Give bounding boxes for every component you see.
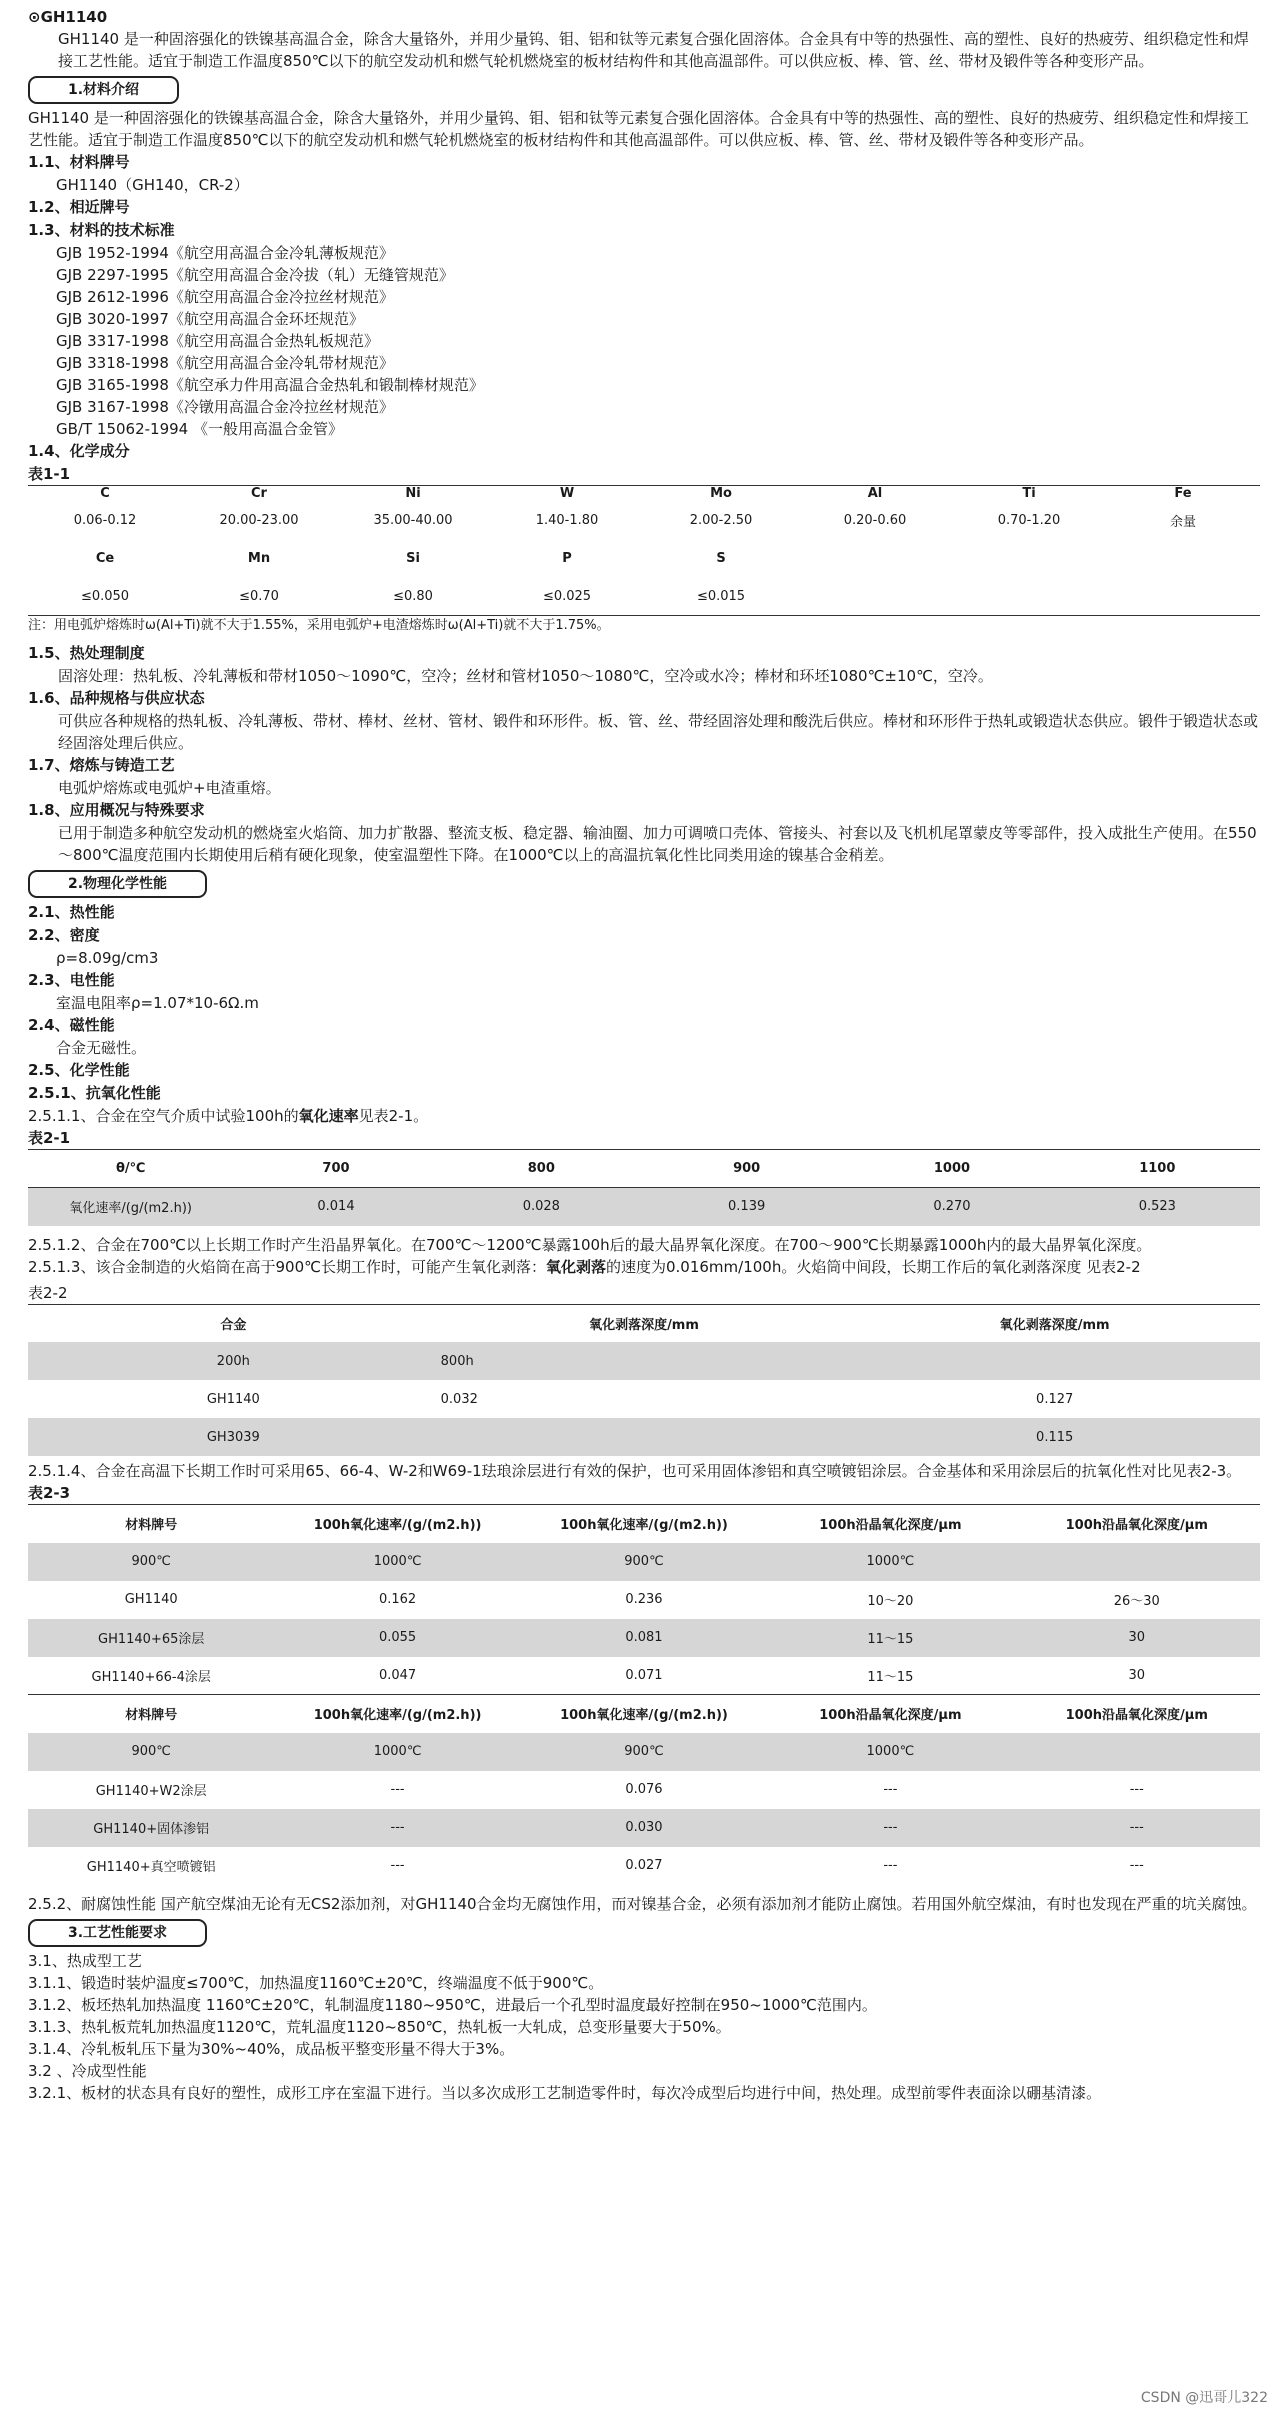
table-header-cell: Fe <box>1174 486 1192 501</box>
process-line: 3.1.2、板坯热轧加热温度 1160℃±20℃，轧制温度1180~950℃，进最后一个孔型时温度最好控制在950~1000℃范围内。 <box>28 1995 877 2014</box>
heading-1-3: 1.3、材料的技术标准 <box>28 221 175 239</box>
paragraph-2-5-1-3 <box>28 1256 1260 1278</box>
standard-item: GB/T 15062-1994 《一般用高温合金管》 <box>56 420 343 438</box>
process-line: 3.1、热成型工艺 <box>28 1951 142 1970</box>
table-header-cell: 氧化剥落深度/mm <box>999 1317 1110 1333</box>
heading-1-1: 1.1、材料牌号 <box>28 153 130 171</box>
table-cell: 0.20-0.60 <box>843 512 907 528</box>
intro-paragraph: GH1140 是一种固溶强化的铁镍基高温合金，除含大量铬外，并用少量钨、钼、铝和钛等元素复合强化固溶体。合金具有中等的热强性、高的塑性、良好的热疲劳、组织稳定性和焊接工艺性能。适宜于制造工作温度850℃以下的航空发动机和燃气轮机燃烧室的板材结构件和其他高温部件。可以供应板、棒、管、丝、带材及锻件等各种变形产品。 <box>58 30 1249 70</box>
table-cell <box>1014 1733 1260 1771</box>
bold-term: 氧化速率 <box>298 1107 359 1125</box>
table-cell: GH1140+65涂层 <box>28 1619 274 1657</box>
table-cell: ≤0.015 <box>696 588 746 604</box>
table-cell: 0.047 <box>378 1667 417 1683</box>
melting-text: 电弧炉熔炼或电弧炉+电渣重熔。 <box>58 779 281 797</box>
table-header-cell: 100h氧化速率/(g/(m2.h)) <box>560 1708 728 1724</box>
table-header-cell: 100h沿晶氧化深度/μm <box>1065 1518 1208 1534</box>
section-1-title: 1.材料介绍 <box>28 76 179 104</box>
text-span: 2.5.1.3、该合金制造的火焰筒在高于900℃长期工作时，可能产生氧化剥落： <box>28 1257 546 1276</box>
table-cell: ≤0.80 <box>393 588 433 604</box>
table-header-cell: Mo <box>710 486 732 501</box>
table-cell: 2.00-2.50 <box>689 512 753 528</box>
table-cell: 0.70-1.20 <box>997 512 1061 528</box>
table-cell: 1000℃ <box>274 1733 520 1771</box>
table-cell <box>1014 1543 1260 1581</box>
table-header-cell: Ce <box>95 550 115 566</box>
table-cell: --- <box>1014 1809 1260 1847</box>
table-row <box>28 486 1260 502</box>
table-cell: 30 <box>1128 1667 1146 1683</box>
heading-1-5: 1.5、热处理制度 <box>28 644 145 662</box>
heading-2-4: 2.4、磁性能 <box>28 1016 115 1034</box>
heading-1-4: 1.4、化学成分 <box>28 442 130 460</box>
table-cell: GH1140+66-4涂层 <box>91 1669 211 1685</box>
text-span: 的速度为0.016mm/100h。火焰筒中间段，长期工作后的氧化剥落深度 见表2-2 <box>605 1257 1141 1276</box>
chemical-composition-table <box>28 485 1260 616</box>
table-cell: 900℃ <box>521 1543 767 1581</box>
table-cell: 26～30 <box>1113 1594 1160 1609</box>
table-cell: 35.00-40.00 <box>373 512 453 528</box>
table-row <box>28 1304 1260 1342</box>
heading-2-3: 2.3、电性能 <box>28 971 115 989</box>
section-3-box <box>28 1915 1260 1950</box>
table-cell: 0.076 <box>625 1782 663 1797</box>
paragraph-3-2-1: 3.2.1、板材的状态具有良好的塑性，成形工序在室温下进行。当以多次成形工艺制造零件时，每次冷成型后均进行中间，热处理。成型前零件表面涂以硼基清漆。 <box>28 2083 1102 2102</box>
oxidation-rate-table <box>28 1149 1260 1226</box>
heat-treatment-text: 固溶处理：热轧板、冷轧薄板和带材1050～1090℃，空冷；丝材和管材1050～1080℃，空冷或水冷；棒材和环坯1080℃±10℃，空冷。 <box>58 667 993 685</box>
table-header-cell: θ/℃ <box>115 1161 146 1176</box>
table-header-cell: 100h氧化速率/(g/(m2.h)) <box>313 1708 482 1724</box>
table-row <box>28 577 1260 616</box>
table-cell: 0.236 <box>625 1592 663 1607</box>
table-row <box>28 1418 1260 1456</box>
section-2-box <box>28 866 1260 901</box>
table-header-cell: 100h氧化速率/(g/(m2.h)) <box>560 1518 728 1534</box>
table-cell: 氧化速率/(g/(m2.h)) <box>28 1188 233 1226</box>
table-header-cell: 100h沿晶氧化深度/μm <box>819 1708 962 1724</box>
table-header-cell: 700 <box>322 1161 350 1176</box>
table-row <box>28 1657 1260 1695</box>
table-row <box>28 1505 1260 1543</box>
table-header-cell: Si <box>406 550 420 566</box>
table-cell: 0.055 <box>274 1619 520 1657</box>
table-cell: GH1140+真空喷镀铝 <box>86 1860 216 1875</box>
table-cell: ≤0.050 <box>80 588 130 604</box>
table-2-1-label: 表2-1 <box>28 1129 71 1147</box>
standard-item: GJB 3165-1998《航空承力件用高温合金热轧和锻制棒材规范》 <box>56 376 484 394</box>
paragraph-2-5-1-4: 2.5.1.4、合金在高温下长期工作时可采用65、66-4、W-2和W69-1珐琅涂层进行有效的保护，也可采用固体渗铝和真空喷镀铝涂层。合金基体和采用涂层后的抗氧化性对比见表2-3。 <box>28 1462 1242 1480</box>
table-cell: 0.270 <box>849 1188 1054 1226</box>
table-header-cell: Mn <box>247 550 271 566</box>
heading-1-6: 1.6、品种规格与供应状态 <box>28 689 205 707</box>
table-header-cell: 1100 <box>1139 1161 1176 1176</box>
standard-item: GJB 3317-1998《航空用高温合金热轧板规范》 <box>56 332 379 350</box>
table-cell: 1.40-1.80 <box>535 512 599 528</box>
table-cell: 800h <box>439 1342 850 1380</box>
table-cell: --- <box>390 1858 405 1873</box>
table-cell: GH1140 <box>124 1592 178 1607</box>
table-2-3-label: 表2-3 <box>28 1484 71 1502</box>
table-cell: 1000℃ <box>767 1543 1013 1581</box>
csdn-watermark: CSDN @迅哥儿322 <box>1140 2390 1268 2406</box>
table-cell: ≤0.70 <box>239 588 279 604</box>
table-cell: 1000℃ <box>274 1543 520 1581</box>
heading-1-2: 1.2、相近牌号 <box>28 198 130 216</box>
paragraph-2-5-1-1 <box>28 1105 1260 1127</box>
table-row <box>28 539 1260 577</box>
table-cell: 11～15 <box>767 1619 1013 1657</box>
paragraph-2-5-1-2: 2.5.1.2、合金在700℃以上长期工作时产生沿晶界氧化。在700℃～1200℃暴露100h后的最大晶界氧化深度。在700～900℃长期暴露1000h内的最大晶界氧化深度。 <box>28 1235 1152 1254</box>
table-row <box>28 1771 1260 1809</box>
table-cell: 20.00-23.00 <box>219 512 299 528</box>
section-1-paragraph: GH1140 是一种固溶强化的铁镍基高温合金，除含大量铬外，并用少量钨、钼、铝和钛等元素复合强化固溶体。合金具有中等的热强性、高的塑性、良好的热疲劳、组织稳定性和焊接工艺性能。适宜于制造工作温度850℃以下的航空发动机和燃气轮机燃烧室的板材结构件和其他高温部件。可以供应板、棒、管、丝、带材及锻件等各种变形产品。 <box>28 109 1249 149</box>
table-row <box>28 1150 1260 1188</box>
table-row <box>28 1733 1260 1771</box>
table-cell: 0.115 <box>849 1418 1260 1456</box>
standard-item: GJB 2612-1996《航空用高温合金冷拉丝材规范》 <box>56 288 394 306</box>
table-row <box>28 1543 1260 1581</box>
table-cell: GH1140+固体渗铝 <box>28 1809 274 1847</box>
process-line: 3.2 、冷成型性能 <box>28 2061 147 2080</box>
table-cell: ≤0.025 <box>542 588 592 604</box>
table-header-cell: P <box>562 550 572 566</box>
table-cell: 11～15 <box>867 1669 914 1685</box>
table-header-cell: 900 <box>733 1161 761 1176</box>
table-cell: 200h <box>28 1342 439 1380</box>
standard-item: GJB 3318-1998《航空用高温合金冷轧带材规范》 <box>56 354 394 372</box>
table-cell: --- <box>1129 1858 1144 1873</box>
table-cell: --- <box>883 1782 898 1797</box>
table-row <box>28 1188 1260 1226</box>
heading-1-7: 1.7、熔炼与铸造工艺 <box>28 756 175 774</box>
table-header-cell: Ni <box>405 486 421 501</box>
table-cell: --- <box>767 1809 1013 1847</box>
process-line: 3.1.1、锻造时装炉温度≤700℃，加热温度1160℃±20℃，终端温度不低于900℃。 <box>28 1973 604 1992</box>
table-cell <box>849 1342 1260 1380</box>
table-cell: 0.032 <box>440 1391 478 1407</box>
table-cell: 900℃ <box>521 1733 767 1771</box>
heading-2-5: 2.5、化学性能 <box>28 1061 130 1079</box>
heading-1-8: 1.8、应用概况与特殊要求 <box>28 801 205 819</box>
heading-2-2: 2.2、密度 <box>28 926 100 944</box>
table-header-cell: 100h氧化速率/(g/(m2.h)) <box>313 1518 482 1534</box>
table-cell: 0.027 <box>625 1858 663 1873</box>
paragraph-2-5-2: 2.5.2、耐腐蚀性能 国产航空煤油无论有无CS2添加剂，对GH1140合金均无腐蚀作用，而对镍基合金，必须有添加剂才能防止腐蚀。若用国外航空煤油，有时也发现在严重的坑关腐蚀。 <box>28 1894 1257 1913</box>
application-text: 已用于制造多种航空发动机的燃烧室火焰筒、加力扩散器、整流支板、稳定器、输油圈、加力可调喷口壳体、管接头、衬套以及飞机机尾罩蒙皮等零部件，投入成批生产使用。在550～800℃温度范围内长期使用后稍有硬化现象，使室温塑性下降。在1000℃以上的高温抗氧化性比同类用途的镍基合金稍差。 <box>58 824 1257 864</box>
table-header-cell: S <box>716 550 726 566</box>
table-header-cell: 100h沿晶氧化深度/μm <box>1065 1708 1208 1724</box>
table-row <box>28 1342 1260 1380</box>
resistivity-text: 室温电阻率ρ=1.07*10-6Ω.m <box>56 994 259 1012</box>
table-cell: 余量 <box>1169 514 1196 530</box>
standard-item: GJB 2297-1995《航空用高温合金冷拔（轧）无缝管规范》 <box>56 266 454 284</box>
standard-item: GJB 1952-1994《航空用高温合金冷轧薄板规范》 <box>56 244 394 262</box>
table-cell: GH1140 <box>206 1391 260 1407</box>
table-cell: 0.162 <box>378 1592 417 1607</box>
process-line: 3.1.4、冷轧板轧压下量为30%~40%，成品板平整变形量不得大于3%。 <box>28 2039 515 2058</box>
table-cell: 30 <box>1014 1619 1260 1657</box>
section-1-box <box>28 72 1260 107</box>
table-header-cell: Al <box>867 486 883 501</box>
standard-item: GJB 3167-1998《冷镦用高温合金冷拉丝材规范》 <box>56 398 394 416</box>
table-row <box>28 1380 1260 1418</box>
table-cell: 1000℃ <box>767 1733 1013 1771</box>
table-cell: --- <box>883 1858 898 1873</box>
table-cell: 0.028 <box>439 1188 644 1226</box>
table-cell: 900℃ <box>28 1733 274 1771</box>
coating-comparison-table <box>28 1504 1260 1885</box>
standard-item: GJB 3020-1997《航空用高温合金环坯规范》 <box>56 310 364 328</box>
section-3-title: 3.工艺性能要求 <box>28 1919 207 1947</box>
table-cell: 0.081 <box>521 1619 767 1657</box>
table-header-cell: W <box>559 486 575 501</box>
table-row <box>28 1695 1260 1733</box>
table-header-cell: 800 <box>527 1161 555 1176</box>
text-span: 见表2-1。 <box>358 1107 429 1125</box>
spalling-depth-table <box>28 1304 1260 1457</box>
table-row <box>28 501 1260 539</box>
table-cell: 0.071 <box>625 1667 663 1683</box>
table-cell: 0.127 <box>1036 1391 1074 1407</box>
grade-text: GH1140（GH140，CR-2） <box>56 176 249 194</box>
magnetic-text: 合金无磁性。 <box>56 1039 147 1057</box>
table-row <box>28 1809 1260 1847</box>
doc-title: ⊙GH1140 <box>28 8 108 26</box>
table-cell: 0.06-0.12 <box>73 512 137 528</box>
text-span: 2.5.1.1、合金在空气介质中试验100h的 <box>28 1107 299 1125</box>
table-row <box>28 1847 1260 1885</box>
density-text: ρ=8.09g/cm3 <box>56 949 159 967</box>
process-line: 3.1.3、热轧板荒轧加热温度1120℃，荒轧温度1120~850℃，热轧板一大轧成，总变形量要大于50%。 <box>28 2017 731 2036</box>
table-1-1-label: 表1-1 <box>28 465 71 483</box>
supply-state-text: 可供应各种规格的热轧板、冷轧薄板、带材、棒材、丝材、管材、锻件和环形件。板、管、丝、带经固溶处理和酸洗后供应。棒材和环形件于热轧或锻造状态供应。锻件于锻造状态或经固溶处理后供应。 <box>58 712 1259 752</box>
table-header-cell: 材料牌号 <box>125 1518 178 1534</box>
table-cell: --- <box>1129 1782 1144 1797</box>
table-row <box>28 1619 1260 1657</box>
heading-2-1: 2.1、热性能 <box>28 903 115 921</box>
table-note: 注：用电弧炉熔炼时ω(Al+Ti)就不大于1.55%，采用电弧炉+电渣熔炼时ω(Al+Ti)就不大于1.75%。 <box>28 618 610 633</box>
table-cell <box>439 1418 850 1456</box>
table-header-cell: 材料牌号 <box>125 1708 178 1724</box>
table-2-2-label: 表2-2 <box>28 1283 68 1302</box>
table-cell: GH1140+W2涂层 <box>95 1784 207 1799</box>
table-cell: 0.014 <box>233 1188 438 1226</box>
bold-term: 氧化剥落 <box>545 1257 606 1276</box>
document-body <box>28 6 1260 2104</box>
table-cell: --- <box>390 1782 405 1797</box>
table-cell: 0.523 <box>1055 1188 1260 1226</box>
section-2-title: 2.物理化学性能 <box>28 870 207 898</box>
table-header-cell: 合金 <box>220 1317 247 1333</box>
table-cell: 0.139 <box>644 1188 849 1226</box>
table-header-cell: 1000 <box>933 1161 971 1176</box>
table-cell: 10～20 <box>867 1594 914 1609</box>
table-header-cell: Cr <box>251 486 267 501</box>
table-cell: 0.030 <box>521 1809 767 1847</box>
heading-2-5-1: 2.5.1、抗氧化性能 <box>28 1084 161 1102</box>
table-row <box>28 1581 1260 1619</box>
table-cell: GH3039 <box>28 1418 439 1456</box>
table-header-cell: 氧化剥落深度/mm <box>589 1317 699 1333</box>
table-cell: --- <box>274 1809 520 1847</box>
table-header-cell: Ti <box>1022 486 1036 501</box>
table-header-cell: 100h沿晶氧化深度/μm <box>819 1518 962 1534</box>
table-cell: 900℃ <box>28 1543 274 1581</box>
table-header-cell: C <box>100 486 110 501</box>
